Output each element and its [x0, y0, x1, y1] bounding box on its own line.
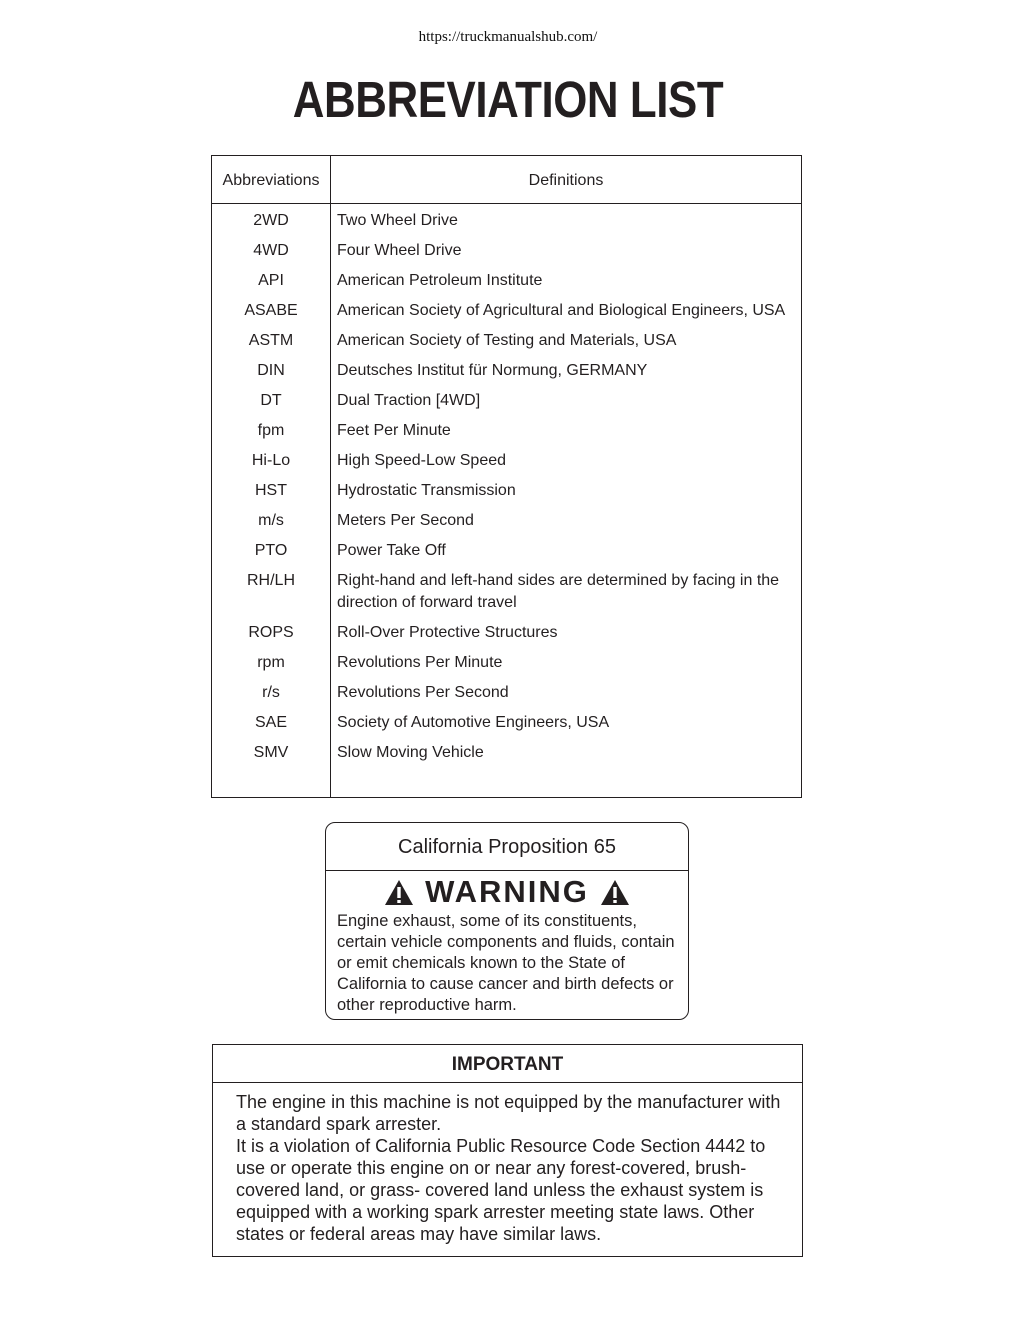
abbreviation-cell: ASABE: [244, 302, 298, 319]
definition-cell: Power Take Off: [337, 542, 446, 559]
table-row: [212, 240, 801, 270]
table-row: [212, 210, 801, 240]
table-row: [212, 570, 801, 622]
warning-triangle-icon: [384, 879, 414, 906]
abbreviation-cell: SMV: [253, 744, 289, 761]
definition-cell: American Petroleum Institute: [337, 272, 543, 289]
proposition-divider: [326, 870, 688, 871]
table-row: [212, 742, 801, 772]
table-row: [212, 390, 801, 420]
abbreviation-cell: ROPS: [248, 624, 294, 641]
warning-triangle-icon: [600, 879, 630, 906]
source-url[interactable]: https://truckmanualshub.com/: [418, 29, 598, 45]
definition-cell: Roll-Over Protective Structures: [337, 624, 558, 641]
definition-cell: Four Wheel Drive: [337, 242, 462, 259]
table-row: [212, 360, 801, 390]
abbreviation-cell: API: [258, 272, 284, 289]
definition-cell: Deutsches Institut für Normung, GERMANY: [337, 362, 648, 379]
important-divider: [213, 1082, 802, 1083]
proposition-65-warning-box: [325, 822, 689, 1020]
table-row: [212, 622, 801, 652]
abbreviation-cell: rpm: [257, 654, 285, 671]
warning-text: Engine exhaust, some of its constituents, certain vehicle components and fluids, contain or emit chemicals known to the State of California to cause cancer and birth defects or other reproductive harm.: [337, 912, 675, 1014]
definition-cell: American Society of Agricultural and Biological Engineers, USA: [337, 302, 786, 319]
table-row: [212, 540, 801, 570]
abbreviation-cell: RH/LH: [246, 572, 295, 589]
table-row: [212, 652, 801, 682]
important-paragraph-2: It is a violation of California Public Resource Code Section 4442 to use or operate this engine on or near any forest-covered, brush-covered land, or grass- covered land unless the exhaust system is equipped with a working spark arrester meeting state laws. Other states or federal areas may have similar laws.: [236, 1136, 766, 1244]
abbreviation-cell: PTO: [254, 542, 288, 559]
header-divider: [212, 203, 801, 204]
table-body: [212, 210, 801, 772]
definition-cell: Slow Moving Vehicle: [337, 744, 484, 761]
abbreviation-cell: m/s: [258, 512, 284, 529]
important-text: [236, 1091, 784, 1245]
table-row: [212, 420, 801, 450]
page-title: ABBREVIATION LIST: [292, 71, 724, 128]
abbreviation-table: [211, 155, 802, 798]
definition-cell: Meters Per Second: [337, 512, 474, 529]
table-row: [212, 712, 801, 742]
important-notice-box: [212, 1044, 803, 1257]
definition-cell: Dual Traction [4WD]: [337, 392, 481, 409]
abbreviation-cell: 2WD: [253, 212, 289, 229]
table-row: [212, 682, 801, 712]
column-header-abbreviations: Abbreviations: [222, 172, 320, 189]
warning-label: WARNING: [425, 874, 589, 909]
definition-cell: Society of Automotive Engineers, USA: [337, 714, 610, 731]
table-row: [212, 300, 801, 330]
definition-cell: High Speed-Low Speed: [337, 452, 507, 469]
important-title: IMPORTANT: [451, 1054, 564, 1075]
abbreviation-cell: DT: [260, 392, 282, 409]
definition-cell: Hydrostatic Transmission: [337, 482, 516, 499]
definition-cell: American Society of Testing and Materials, USA: [337, 332, 677, 349]
definition-cell: Revolutions Per Second: [337, 684, 509, 701]
table-row: [212, 330, 801, 360]
definition-cell: Revolutions Per Minute: [337, 654, 503, 671]
abbreviation-cell: HST: [255, 482, 287, 499]
abbreviation-cell: 4WD: [253, 242, 289, 259]
table-row: [212, 270, 801, 300]
abbreviation-cell: r/s: [262, 684, 280, 701]
abbreviation-cell: ASTM: [248, 332, 294, 349]
table-row: [212, 510, 801, 540]
abbreviation-cell: fpm: [257, 422, 285, 439]
definition-cell: Two Wheel Drive: [337, 212, 458, 229]
table-row: [212, 480, 801, 510]
column-header-definitions: Definitions: [528, 172, 604, 189]
definition-cell: Right-hand and left-hand sides are determined by facing in the direction of forward travel: [337, 572, 780, 611]
proposition-title: California Proposition 65: [398, 836, 616, 858]
table-row: [212, 450, 801, 480]
abbreviation-cell: SAE: [254, 714, 287, 731]
abbreviation-cell: Hi-Lo: [251, 452, 291, 469]
important-paragraph-1: The engine in this machine is not equipped by the manufacturer with a standard spark arrester.: [236, 1092, 781, 1134]
abbreviation-cell: DIN: [257, 362, 285, 379]
warning-heading: [326, 875, 688, 909]
definition-cell: Feet Per Minute: [337, 422, 451, 439]
